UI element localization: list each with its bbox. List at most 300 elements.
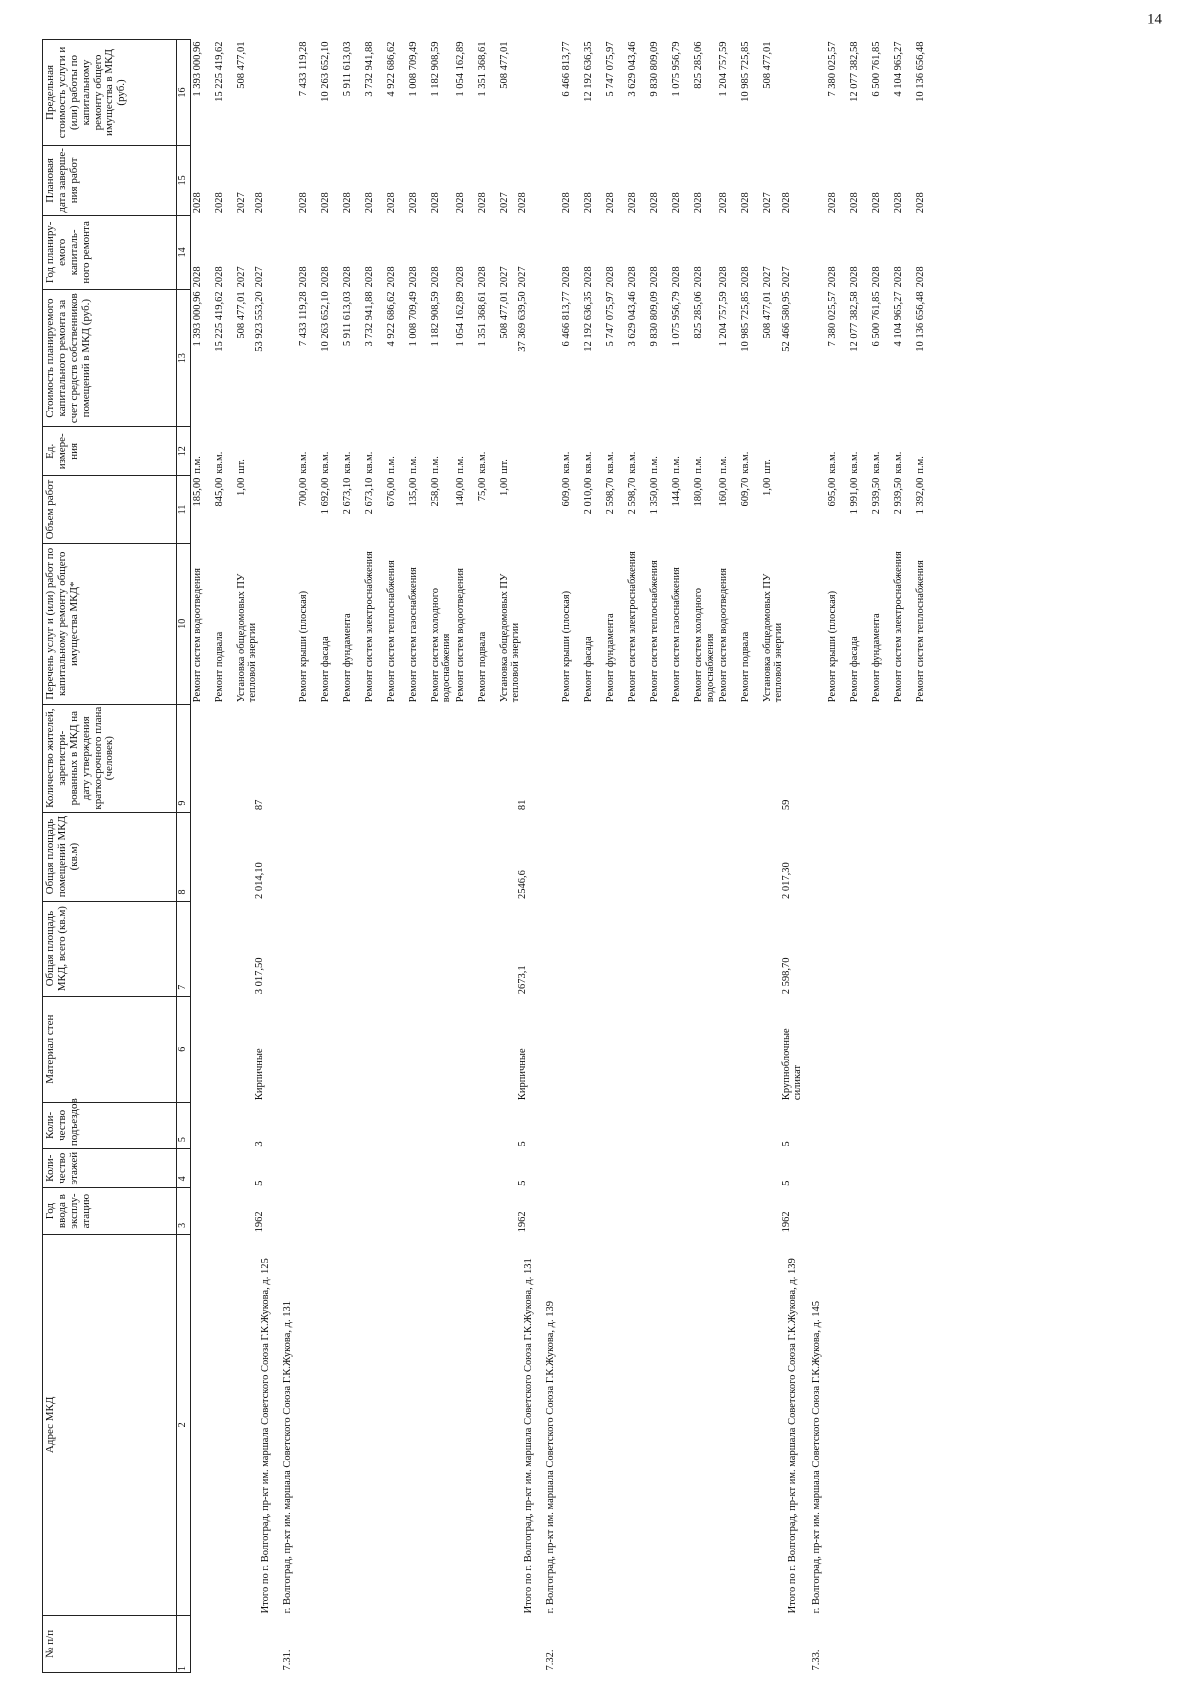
- work-year: 2028: [298, 266, 310, 288]
- table-row: [407, 40, 429, 1673]
- work-unit: п.м.: [192, 456, 203, 474]
- table-cell: [476, 1149, 498, 1188]
- work-limit-cost: 508 477,01: [762, 41, 774, 89]
- column-number: 4: [177, 1149, 191, 1188]
- table-cell: [407, 1102, 429, 1149]
- table-cell: [810, 812, 826, 901]
- entrances: 5: [517, 1141, 529, 1147]
- table-cell: [670, 901, 692, 996]
- table-cell: [892, 1149, 914, 1188]
- table-cell: [692, 1188, 717, 1235]
- table-cell: [544, 40, 560, 146]
- table-cell: [670, 812, 692, 901]
- work-limit-cost: 4 104 965,27: [893, 41, 905, 97]
- table-cell: [604, 996, 626, 1102]
- table-cell: [810, 1102, 826, 1149]
- table-cell: [319, 704, 341, 812]
- work-cost: 508 477,01: [762, 291, 774, 339]
- table-cell: [848, 1234, 870, 1615]
- table-cell: [810, 901, 826, 996]
- work-limit-cost: 7 380 025,57: [827, 41, 839, 97]
- work-end-date: 2028: [849, 192, 861, 214]
- table-cell: [363, 1615, 385, 1672]
- table-cell: [870, 1149, 892, 1188]
- table-cell: [454, 812, 476, 901]
- work-limit-cost: 1 393 000,96: [192, 41, 203, 97]
- table-cell: [739, 812, 761, 901]
- table-cell: [810, 543, 826, 704]
- work-limit-cost: 1 351 368,61: [476, 41, 488, 97]
- work-year: 2028: [871, 266, 883, 288]
- table-cell: [739, 996, 761, 1102]
- area-total: 3 017,50: [254, 957, 266, 995]
- table-cell: [648, 1234, 670, 1615]
- table-row: [626, 40, 648, 1673]
- work-year: 2028: [849, 266, 861, 288]
- table-row: [582, 40, 604, 1673]
- table-cell: [717, 812, 739, 901]
- work-year: 2028: [915, 266, 927, 288]
- work-limit-cost: 1 054 162,89: [454, 41, 466, 97]
- table-cell: [717, 1102, 739, 1149]
- work-end-date: 2028: [893, 192, 905, 214]
- table-row: [692, 40, 717, 1673]
- table-cell: [826, 1149, 848, 1188]
- table-cell: [476, 1188, 498, 1235]
- table-cell: [892, 1188, 914, 1235]
- work-end-date: 2028: [827, 192, 839, 214]
- table-cell: [739, 901, 761, 996]
- column-number: 10: [177, 543, 191, 704]
- table-cell: [786, 1615, 811, 1672]
- table-cell: [363, 812, 385, 901]
- table-cell: [341, 1234, 363, 1615]
- work-limit-cost: 1 182 908,59: [430, 41, 442, 97]
- table-cell: [870, 1615, 892, 1672]
- table-cell: [522, 40, 544, 146]
- table-cell: [604, 1615, 626, 1672]
- table-cell: [604, 1234, 626, 1615]
- total-end-date: 2028: [254, 192, 266, 214]
- table-cell: [648, 1149, 670, 1188]
- table-cell: [848, 901, 870, 996]
- work-end-date: 2028: [454, 192, 466, 214]
- table-cell: [544, 145, 560, 215]
- table-cell: [454, 1149, 476, 1188]
- table-cell: [560, 812, 582, 901]
- work-unit: кв.м.: [893, 451, 905, 474]
- work-volume: 135,00: [408, 477, 420, 507]
- column-header: Адрес МКД: [43, 1234, 177, 1615]
- work-name: Установка общедомовых ПУ тепловой энергии: [498, 573, 522, 703]
- work-unit: п.м.: [915, 456, 927, 474]
- table-cell: [648, 704, 670, 812]
- work-cost: 1 075 956,79: [671, 291, 683, 347]
- table-cell: [191, 1234, 213, 1615]
- work-cost: 10 263 652,10: [320, 291, 332, 352]
- building-address: г. Волгоград, пр-кт им. маршала Советского Союза Г.К.Жукова, д. 131: [282, 1300, 294, 1614]
- table-cell: [826, 704, 848, 812]
- work-limit-cost: 12 192 636,35: [583, 41, 595, 102]
- work-end-date: 2028: [342, 192, 354, 214]
- table-row: [297, 40, 319, 1673]
- work-name: Ремонт систем электроснабжения: [893, 551, 905, 703]
- table-cell: [892, 1615, 914, 1672]
- column-header: Количество жителей, зарегистри- рованных в МКД на дату утверждения краткосрочного плана (человек): [43, 704, 177, 812]
- floors: 5: [517, 1180, 529, 1186]
- work-year: 2028: [364, 266, 376, 288]
- table-cell: [385, 1188, 407, 1235]
- work-year: 2028: [740, 266, 752, 288]
- table-cell: [341, 1615, 363, 1672]
- work-name: Ремонт фундамента: [605, 613, 617, 703]
- table-cell: [363, 1188, 385, 1235]
- table-cell: [692, 704, 717, 812]
- work-name: Ремонт систем теплоснабжения: [915, 560, 927, 703]
- work-name: Ремонт систем газоснабжения: [408, 567, 420, 703]
- work-end-date: 2027: [762, 192, 774, 214]
- table-row: [341, 40, 363, 1673]
- table-cell: [544, 215, 560, 289]
- table-cell: [761, 1234, 786, 1615]
- work-year: 2028: [430, 266, 442, 288]
- table-cell: [363, 704, 385, 812]
- table-cell: [429, 1234, 454, 1615]
- table-cell: [544, 289, 560, 427]
- column-number: 12: [177, 427, 191, 476]
- table-row: [739, 40, 761, 1673]
- work-cost: 10 985 725,85: [740, 291, 752, 352]
- work-volume: 2 939,50: [893, 477, 905, 515]
- work-limit-cost: 12 077 382,58: [849, 41, 861, 102]
- table-cell: [914, 1234, 936, 1615]
- table-row: [191, 40, 213, 1673]
- table-cell: [454, 901, 476, 996]
- work-volume: 676,00: [386, 477, 398, 507]
- work-name: Ремонт крыши (плоская): [827, 590, 839, 703]
- work-end-date: 2027: [235, 192, 247, 214]
- work-cost: 10 136 656,48: [915, 291, 927, 352]
- table-cell: [626, 704, 648, 812]
- table-cell: [560, 704, 582, 812]
- work-year: 2028: [627, 266, 639, 288]
- table-cell: [810, 145, 826, 215]
- work-limit-cost: 1 204 757,59: [718, 41, 730, 97]
- table-row: [848, 40, 870, 1673]
- table-row: [385, 40, 407, 1673]
- table-cell: [786, 476, 811, 544]
- work-volume: 2 939,50: [871, 477, 883, 515]
- table-cell: [341, 996, 363, 1102]
- work-unit: шт.: [498, 459, 510, 474]
- table-cell: [870, 996, 892, 1102]
- work-unit: кв.м.: [627, 451, 639, 474]
- table-cell: [582, 1615, 604, 1672]
- table-cell: [191, 812, 213, 901]
- table-cell: [213, 704, 235, 812]
- work-unit: кв.м.: [213, 451, 225, 474]
- work-cost: 1 182 908,59: [430, 291, 442, 347]
- column-header: Плановая дата заверше- ния работ: [43, 145, 177, 215]
- capital-repair-table: [42, 39, 936, 1673]
- table-cell: [626, 1615, 648, 1672]
- table-cell: [476, 812, 498, 901]
- table-cell: [560, 996, 582, 1102]
- work-year: 2028: [649, 266, 661, 288]
- work-name: Ремонт фундамента: [871, 613, 883, 703]
- table-cell: [717, 1234, 739, 1615]
- table-cell: [429, 901, 454, 996]
- table-cell: [281, 812, 297, 901]
- table-cell: [363, 1234, 385, 1615]
- work-unit: кв.м.: [583, 451, 595, 474]
- work-volume: 185,00: [192, 477, 203, 507]
- table-cell: [544, 476, 560, 544]
- table-cell: [281, 1102, 297, 1149]
- work-name: Ремонт систем электроснабжения: [364, 551, 376, 703]
- table-cell: [560, 1102, 582, 1149]
- table-cell: [786, 543, 811, 704]
- table-cell: [191, 1615, 213, 1672]
- table-cell: [739, 704, 761, 812]
- work-name: Ремонт подвала: [476, 631, 488, 703]
- work-end-date: 2028: [605, 192, 617, 214]
- table-cell: [914, 704, 936, 812]
- table-cell: [692, 812, 717, 901]
- area-total: 2673,1: [517, 965, 529, 995]
- work-name: Ремонт систем холодного водоснабжения: [430, 588, 453, 703]
- work-end-date: 2028: [298, 192, 310, 214]
- table-cell: [522, 476, 544, 544]
- work-cost: 7 433 119,28: [298, 291, 310, 347]
- work-unit: п.м.: [408, 456, 420, 474]
- table-cell: [826, 996, 848, 1102]
- work-unit: кв.м.: [871, 451, 883, 474]
- work-year: 2028: [320, 266, 332, 288]
- work-end-date: 2028: [693, 192, 705, 214]
- table-cell: [191, 704, 213, 812]
- work-cost: 508 477,01: [498, 291, 510, 339]
- table-cell: [810, 1188, 826, 1235]
- work-year: 2028: [718, 266, 730, 288]
- table-cell: [786, 427, 811, 476]
- table-cell: [213, 1102, 235, 1149]
- wall-material: Крупноблочные силикат: [780, 1028, 804, 1101]
- work-limit-cost: 6 500 761,85: [871, 41, 883, 97]
- work-limit-cost: 825 285,06: [693, 41, 705, 89]
- table-cell: [582, 1149, 604, 1188]
- total-row: [522, 40, 544, 1673]
- residents: 81: [517, 799, 529, 811]
- table-cell: [235, 1234, 260, 1615]
- table-cell: [670, 996, 692, 1102]
- table-cell: [191, 996, 213, 1102]
- table-cell: [604, 812, 626, 901]
- table-cell: [914, 1149, 936, 1188]
- table-cell: [259, 40, 281, 146]
- work-volume: 75,00: [476, 477, 488, 502]
- table-cell: [892, 704, 914, 812]
- work-unit: п.м.: [671, 456, 683, 474]
- total-year: 2027: [780, 266, 792, 288]
- work-unit: п.м.: [454, 456, 466, 474]
- work-end-date: 2027: [498, 192, 510, 214]
- table-cell: [191, 1149, 213, 1188]
- work-volume: 2 598,70: [605, 477, 617, 515]
- table-cell: [341, 812, 363, 901]
- work-name: Ремонт фасада: [320, 636, 332, 703]
- work-name: Ремонт систем водоотведения: [454, 568, 466, 703]
- work-name: Ремонт систем холодного водоснабжения: [693, 588, 716, 703]
- table-cell: [385, 1149, 407, 1188]
- table-cell: [670, 1234, 692, 1615]
- address-row: [810, 40, 826, 1673]
- column-number: 5: [177, 1102, 191, 1149]
- table-cell: [522, 427, 544, 476]
- table-cell: [810, 215, 826, 289]
- table-cell: [648, 996, 670, 1102]
- work-volume: 2 673,10: [364, 477, 376, 515]
- table-cell: [604, 901, 626, 996]
- work-name: Ремонт подвала: [740, 631, 752, 703]
- table-cell: [560, 901, 582, 996]
- table-cell: [810, 476, 826, 544]
- table-cell: [582, 996, 604, 1102]
- work-end-date: 2028: [649, 192, 661, 214]
- work-cost: 15 225 419,62: [213, 291, 225, 352]
- table-cell: [297, 1149, 319, 1188]
- column-header: Перечень услуг и (или) работ по капитальному ремонту общего имущества МКД*: [43, 543, 177, 704]
- table-cell: [191, 901, 213, 996]
- work-cost: 3 629 043,46: [627, 291, 639, 347]
- table-cell: [892, 996, 914, 1102]
- address-row: [281, 40, 297, 1673]
- table-cell: [626, 1102, 648, 1149]
- table-cell: [870, 704, 892, 812]
- work-end-date: 2028: [430, 192, 442, 214]
- table-cell: [363, 1149, 385, 1188]
- table-cell: [626, 901, 648, 996]
- total-end-date: 2028: [780, 192, 792, 214]
- work-name: Ремонт фасада: [583, 636, 595, 703]
- work-year: 2028: [192, 266, 203, 288]
- table-cell: [498, 1615, 523, 1672]
- table-cell: [407, 812, 429, 901]
- total-cost: 37 369 639,50: [517, 291, 529, 352]
- work-volume: 700,00: [298, 477, 310, 507]
- item-number: 7.33.: [811, 1649, 823, 1671]
- area-rooms: 2 014,10: [254, 862, 266, 900]
- total-end-date: 2028: [517, 192, 529, 214]
- work-year: 2028: [408, 266, 420, 288]
- table-cell: [692, 1234, 717, 1615]
- table-cell: [341, 704, 363, 812]
- table-cell: [739, 1234, 761, 1615]
- table-cell: [544, 901, 560, 996]
- table-row: [454, 40, 476, 1673]
- work-limit-cost: 5 911 613,03: [342, 41, 354, 97]
- table-cell: [454, 1615, 476, 1672]
- table-cell: [692, 901, 717, 996]
- table-cell: [407, 1149, 429, 1188]
- table-cell: [648, 1188, 670, 1235]
- table-cell: [341, 901, 363, 996]
- entrances: 3: [254, 1141, 266, 1147]
- table-cell: [281, 1188, 297, 1235]
- table-cell: [604, 1102, 626, 1149]
- table-cell: [498, 1234, 523, 1615]
- table-cell: [544, 996, 560, 1102]
- area-rooms: 2 017,30: [780, 862, 792, 900]
- table-cell: [604, 1188, 626, 1235]
- column-header: Общая площадь МКД, всего (кв.м): [43, 901, 177, 996]
- work-volume: 695,00: [827, 477, 839, 507]
- wall-material: Кирпичные: [254, 1048, 266, 1101]
- area-total: 2 598,70: [780, 957, 792, 995]
- work-year: 2028: [671, 266, 683, 288]
- building-address: г. Волгоград, пр-кт им. маршала Советского Союза Г.К.Жукова, д. 145: [811, 1300, 823, 1614]
- work-limit-cost: 10 263 652,10: [320, 41, 332, 102]
- table-cell: [319, 1188, 341, 1235]
- table-cell: [739, 1188, 761, 1235]
- work-limit-cost: 1 008 709,49: [408, 41, 420, 97]
- table-cell: [213, 1615, 235, 1672]
- item-number: 7.31.: [282, 1649, 294, 1671]
- table-cell: [717, 1188, 739, 1235]
- column-number: 15: [177, 145, 191, 215]
- table-cell: [670, 1615, 692, 1672]
- table-cell: [626, 1234, 648, 1615]
- table-cell: [454, 996, 476, 1102]
- floors: 5: [254, 1180, 266, 1186]
- table-cell: [786, 40, 811, 146]
- table-cell: [407, 1234, 429, 1615]
- table-body: [191, 40, 937, 1673]
- table-cell: [717, 996, 739, 1102]
- table-cell: [429, 1188, 454, 1235]
- column-number: 8: [177, 812, 191, 901]
- work-unit: п.м.: [649, 456, 661, 474]
- table-cell: [582, 704, 604, 812]
- table-cell: [544, 1149, 560, 1188]
- table-cell: [826, 812, 848, 901]
- work-cost: 1 351 368,61: [476, 291, 488, 347]
- table-cell: [870, 901, 892, 996]
- work-end-date: 2028: [583, 192, 595, 214]
- work-limit-cost: 5 747 075,97: [605, 41, 617, 97]
- work-unit: кв.м.: [364, 451, 376, 474]
- table-cell: [363, 1102, 385, 1149]
- work-cost: 825 285,06: [693, 291, 705, 339]
- work-end-date: 2028: [740, 192, 752, 214]
- work-year: 2028: [605, 266, 617, 288]
- table-cell: [319, 1102, 341, 1149]
- table-cell: [670, 1188, 692, 1235]
- table-cell: [281, 215, 297, 289]
- work-end-date: 2028: [627, 192, 639, 214]
- work-year: 2028: [827, 266, 839, 288]
- table-cell: [454, 704, 476, 812]
- work-year: 2028: [893, 266, 905, 288]
- table-cell: [281, 704, 297, 812]
- table-cell: [297, 996, 319, 1102]
- table-cell: [717, 1615, 739, 1672]
- table-cell: [281, 1149, 297, 1188]
- work-volume: 1,00: [498, 477, 510, 496]
- work-name: Ремонт систем электроснабжения: [627, 551, 639, 703]
- work-volume: 160,00: [718, 477, 730, 507]
- table-row: [319, 40, 341, 1673]
